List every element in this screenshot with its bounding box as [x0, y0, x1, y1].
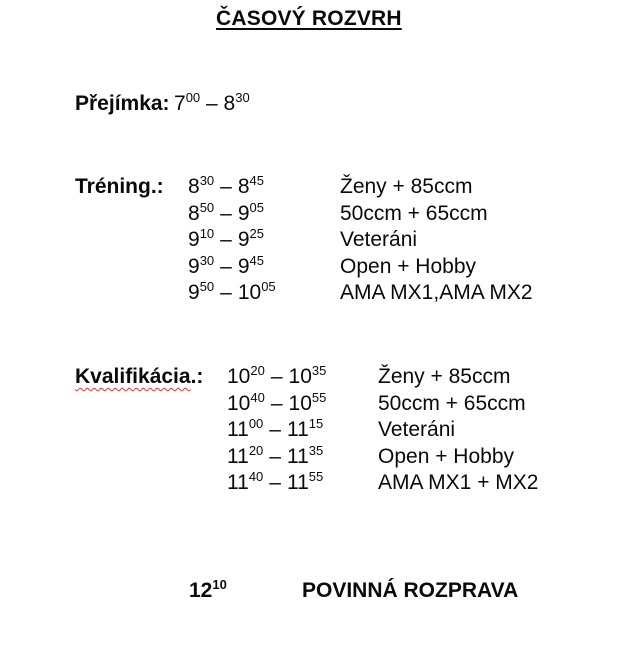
kvalifikacia-label-text: Kvalifikácia — [75, 365, 191, 388]
kvalifikacia-category: 50ccm + 65ccm — [378, 391, 526, 415]
start-minute: 40 — [250, 389, 265, 405]
start-hour: 11 — [227, 471, 249, 494]
end-hour: 8 — [237, 175, 250, 198]
trening-category: 50ccm + 65ccm — [340, 201, 488, 225]
end-hour: 8 — [223, 92, 236, 115]
page-title: ČASOVÝ ROZVRH — [216, 7, 402, 30]
end-hour: 9 — [237, 201, 250, 225]
start-hour: 8 — [188, 201, 200, 225]
briefing-minute: 10 — [212, 577, 227, 592]
kvalifikacia-time-range — [227, 442, 324, 469]
prejimka-time — [174, 92, 250, 115]
start-minute: 40 — [248, 469, 264, 484]
end-minute: 55 — [308, 469, 324, 484]
start-hour: 9 — [188, 281, 200, 304]
kvalifikacia-category: Veteráni — [378, 418, 456, 441]
dash: – — [220, 254, 232, 278]
dash: – — [269, 444, 281, 468]
start-hour: 7 — [174, 92, 186, 115]
start-minute: 30 — [199, 252, 215, 268]
end-minute: 35 — [308, 442, 324, 458]
kvalifikacia-time-range — [227, 418, 323, 442]
end-minute: 15 — [308, 416, 324, 431]
end-hour: 10 — [288, 365, 312, 388]
dash: – — [220, 228, 232, 251]
end-hour: 9 — [237, 228, 250, 251]
end-hour: 10 — [237, 281, 262, 304]
dash: – — [220, 201, 232, 225]
prejimka-label: Přejímka: — [75, 92, 170, 115]
trening-category: Veteráni — [340, 228, 418, 251]
dash: – — [220, 175, 232, 198]
kvalifikacia-category: AMA MX1 + MX2 — [378, 471, 539, 494]
dash: – — [270, 391, 283, 415]
end-minute: 25 — [249, 226, 264, 241]
briefing-time — [189, 579, 227, 603]
start-minute: 20 — [248, 442, 264, 458]
trening-time-range — [188, 228, 264, 252]
kvalifikacia-time-range — [227, 389, 327, 416]
briefing-label: POVINNÁ ROZPRAVA — [302, 579, 519, 602]
trening-category: Open + Hobby — [340, 254, 477, 278]
start-minute: 00 — [248, 416, 264, 431]
end-minute: 30 — [235, 90, 250, 105]
dash: – — [270, 365, 283, 388]
end-hour: 10 — [288, 391, 312, 415]
end-hour: 11 — [286, 418, 309, 441]
start-minute: 30 — [199, 173, 215, 188]
end-minute: 05 — [249, 199, 264, 215]
trening-category: AMA MX1,AMA MX2 — [340, 281, 533, 304]
start-hour: 11 — [227, 418, 249, 441]
start-minute: 50 — [199, 199, 215, 215]
trening-label: Tréning.: — [75, 175, 164, 198]
dash: – — [269, 418, 281, 441]
start-minute: 00 — [185, 90, 201, 105]
trening-category: Ženy + 85ccm — [340, 175, 473, 198]
start-hour: 10 — [227, 391, 251, 415]
trening-time-range — [188, 281, 276, 305]
trening-time-range — [188, 252, 264, 279]
end-minute: 35 — [311, 363, 327, 378]
start-hour: 8 — [188, 175, 200, 198]
dash: – — [206, 92, 218, 115]
end-hour: 11 — [286, 471, 309, 494]
kvalifikacia-category: Open + Hobby — [378, 444, 515, 468]
end-hour: 9 — [237, 254, 250, 278]
end-minute: 05 — [261, 279, 276, 294]
end-hour: 11 — [286, 444, 309, 468]
kvalifikacia-time-range — [227, 365, 326, 389]
start-hour: 11 — [227, 444, 249, 468]
start-minute: 10 — [199, 226, 215, 241]
end-minute: 45 — [249, 252, 264, 268]
kvalifikacia-time-range — [227, 471, 323, 495]
kvalifikacia-label — [75, 365, 203, 389]
start-hour: 9 — [188, 228, 200, 251]
prejimka-row — [75, 92, 250, 116]
dash: – — [220, 281, 232, 304]
trening-time-range — [188, 175, 264, 199]
dash: – — [269, 471, 281, 494]
end-minute: 45 — [249, 173, 264, 188]
start-hour: 10 — [227, 365, 251, 388]
kvalifikacia-label-suffix: .: — [190, 365, 204, 388]
kvalifikacia-category: Ženy + 85ccm — [378, 365, 511, 388]
start-hour: 9 — [188, 254, 200, 278]
start-minute: 50 — [199, 279, 215, 294]
start-minute: 20 — [250, 363, 265, 378]
trening-time-range — [188, 199, 264, 226]
briefing-hour: 12 — [189, 579, 213, 602]
end-minute: 55 — [311, 389, 327, 405]
